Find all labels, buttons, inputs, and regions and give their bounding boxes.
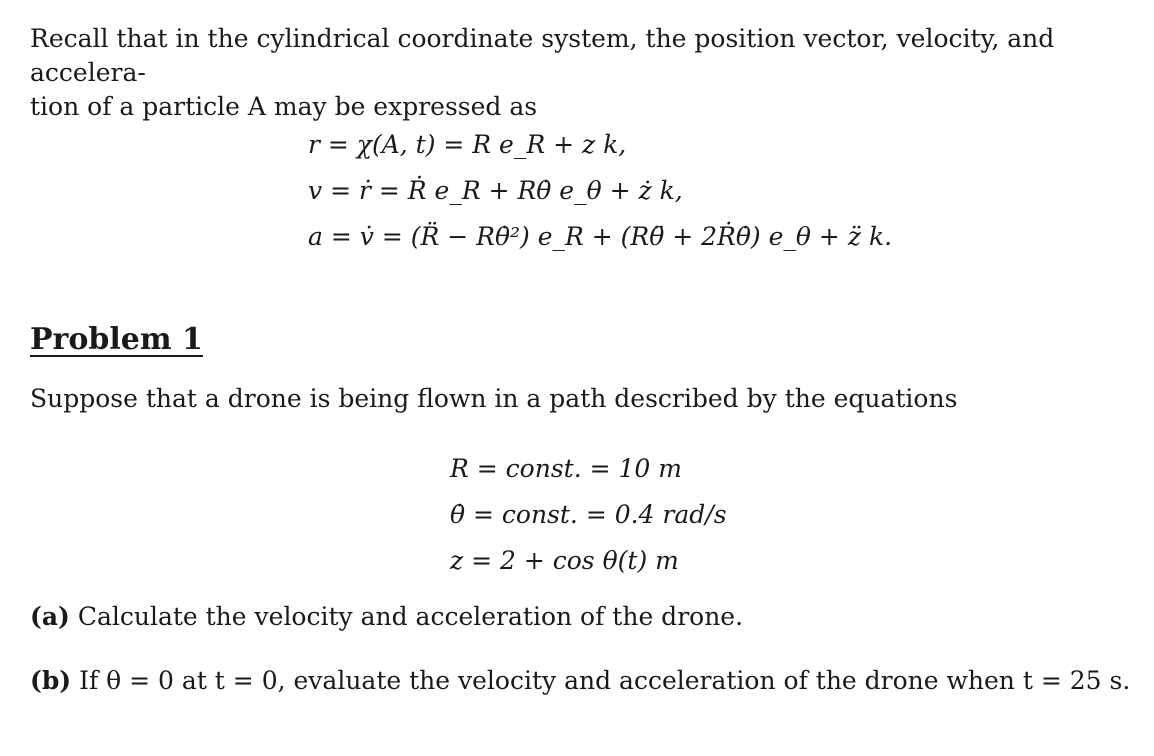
acceleration-equation: a = v̇ = (R̈ − Rθ̇²) e_R + (Rθ̈ + 2Ṙθ̇) e_θ + z̈ k. xyxy=(308,222,893,251)
part-a-text: Calculate the velocity and acceleration of the drone. xyxy=(77,602,744,631)
position-equation: r = χ(A, t) = R e_R + z k, xyxy=(308,130,627,159)
part-b-text: If θ = 0 at t = 0, evaluate the velocity and acceleration of the drone when t = 25 s. xyxy=(79,666,1131,695)
part-b-label: (b) xyxy=(30,666,72,695)
part-a-label: (a) xyxy=(30,602,70,631)
part-b xyxy=(30,664,1130,698)
problem-title: Problem 1 xyxy=(30,322,203,357)
problem-description: Suppose that a drone is being flown in a path described by the equations xyxy=(30,384,958,413)
intro-line-2: tion of a particle A may be expressed as xyxy=(30,92,538,121)
angular-rate-equation: θ̇ = const. = 0.4 rad/s xyxy=(450,500,727,529)
path-equations xyxy=(450,446,727,584)
velocity-equation: v = ṙ = Ṙ e_R + Rθ̇ e_θ + ż k, xyxy=(308,176,683,205)
intro-line-1: Recall that in the cylindrical coordinate system, the position vector, velocity, and accelera- xyxy=(30,24,1055,87)
kinematics-equations xyxy=(308,122,892,260)
radius-equation: R = const. = 10 m xyxy=(450,454,682,483)
part-a xyxy=(30,600,743,634)
height-equation: z = 2 + cos θ(t) m xyxy=(450,546,679,575)
intro-paragraph xyxy=(30,22,1140,124)
